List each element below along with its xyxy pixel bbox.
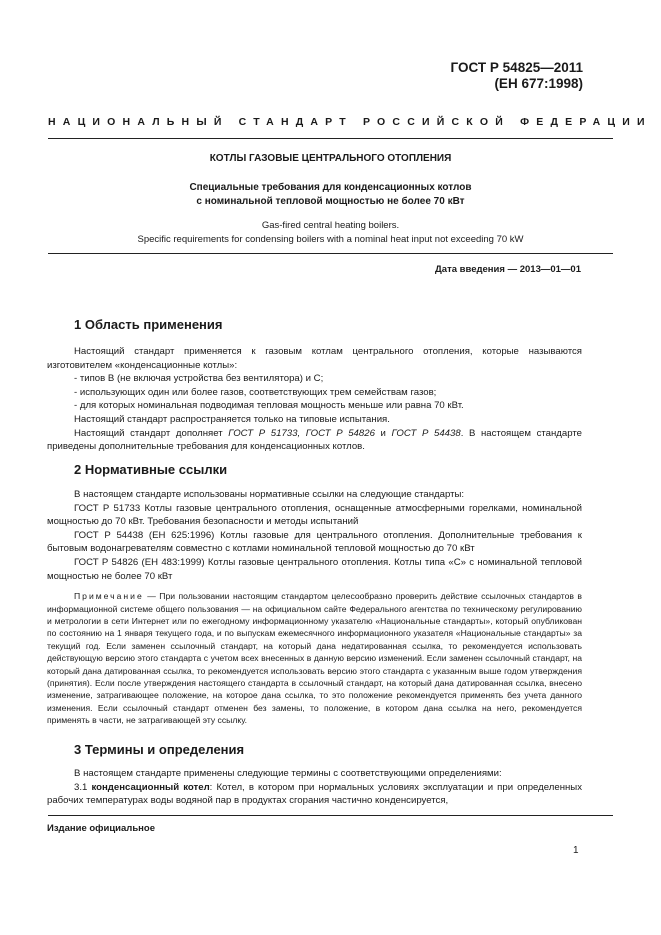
term-text: : Котел, в котором при нормальных условиях эксплуатации и при определенных рабочих температурах воды водяной пар в продуктах сгорания частично конденсируется, <box>47 781 582 807</box>
intro-date-value: 2013—01—01 <box>519 264 581 275</box>
section-normative-references <box>47 462 582 727</box>
document-subtitle <box>48 181 613 209</box>
text: . В настоящем стандарте приведены дополнительные требования для конденсационных котлов. <box>47 427 582 453</box>
section-terms-definitions <box>47 742 582 808</box>
page-number: 1 <box>573 845 579 856</box>
paragraph: Настоящий стандарт распространяется только на типовые испытания. <box>74 413 390 425</box>
list-item: - использующих один или более газов, соответствующих трем семействам газов; <box>74 386 437 398</box>
note-label: Примечание <box>74 591 144 602</box>
intro-date-label: Дата введения — <box>435 264 518 275</box>
title-divider-bottom <box>48 253 613 254</box>
subtitle-line-2: с номинальной тепловой мощностью не более 70 кВт <box>196 196 465 207</box>
term-name: конденсационный котел <box>91 781 210 793</box>
document-title: КОТЛЫ ГАЗОВЫЕ ЦЕНТРАЛЬНОГО ОТОПЛЕНИЯ <box>209 153 452 164</box>
note-text: — При пользовании настоящим стандартом целесообразно проверить действие ссылочных стандартов в информационной системе общего пользования — на официальном сайте Федерального агентства по техническому регулированию и метрологии в сети Интернет или по ежегодному информационному указателю «Национальные стандарты», который опубликован по состоянию на 1 января текущего года, и по выпускам ежемесячного информационного указателя «Национальные стандарты» за текущий год. Если заменен ссылочный стандарт, на который дана недатированная ссылка, то рекомендуется использовать действующую версию этого стандарта с учетом всех внесенных в данную версию изменений. Если заменен ссылочный стандарт, на который дана датированная ссылка, то рекомендуется использовать версию этого стандарта с указанным выше годом утверждения (принятия). Если после утверждения настоящего стандарта в ссылочный стандарт, на который дана датированная ссылка, внесено изменение, затрагивающее положение, на которое дана ссылка, то это положение рекомендуется применять без учета данного изменения. Если ссылочный стандарт отменен без замены, то положение, в котором дана ссылка на него, рекомендуется применять в части, не затрагивающей эту ссылку. <box>47 591 582 726</box>
text: Настоящий стандарт дополняет <box>74 427 229 439</box>
gost-designation <box>451 60 583 92</box>
section-heading: 2 Нормативные ссылки <box>74 462 228 477</box>
introduction-date <box>435 264 581 275</box>
header-divider-top <box>48 138 613 139</box>
gost-number: ГОСТ Р 54825—2011 <box>450 60 583 75</box>
subtitle-line-1: Специальные требования для конденсационных котлов <box>189 182 472 193</box>
note-paragraph <box>47 590 582 726</box>
official-edition-label: Издание официальное <box>47 823 155 834</box>
text: и <box>374 427 392 439</box>
english-title-line-1: Gas-fired central heating boilers. <box>261 220 400 231</box>
list-item: - типов B (не включая устройства без вентилятора) и C; <box>74 373 324 385</box>
footer-divider <box>48 815 613 816</box>
reference-entry: ГОСТ Р 54438 (ЕН 625:1996) Котлы газовые для центрального отопления. Дополнительные требования к бытовым водонагревателям совместно с котлами номинальной тепловой мощностью до 70 кВт <box>47 529 582 555</box>
national-standard-banner: НАЦИОНАЛЬНЫЙ СТАНДАРТ РОССИЙСКОЙ ФЕДЕРАЦИИ <box>48 116 652 128</box>
paragraph-references <box>47 427 582 454</box>
english-title <box>48 219 613 246</box>
section-scope <box>47 317 582 454</box>
section-heading: 3 Термины и определения <box>74 742 245 757</box>
en-number: (ЕН 677:1998) <box>494 76 583 91</box>
paragraph: Настоящий стандарт применяется к газовым котлам центрального отопления, которые называются изготовителем «конденсационные котлы»: <box>47 346 582 371</box>
standard-reference: ГОСТ Р 54438 <box>391 427 461 439</box>
term-number: 3.1 <box>74 781 92 793</box>
term-definition <box>47 781 582 808</box>
reference-entry: ГОСТ Р 51733 Котлы газовые центрального отопления, оснащенные атмосферными горелками, номинальной мощностью до 70 кВт. Требования безопасности и методы испытаний <box>47 502 582 528</box>
standard-reference: ГОСТ Р 51733, ГОСТ Р 54826 <box>228 427 375 439</box>
list-item: - для которых номинальная подводимая тепловая мощность меньше или равна 70 кВт. <box>74 400 464 412</box>
section-heading: 1 Область применения <box>74 317 223 332</box>
paragraph: В настоящем стандарте применены следующие термины с соответствующими определениями: <box>74 768 502 779</box>
paragraph: В настоящем стандарте использованы нормативные ссылки на следующие стандарты: <box>74 489 465 500</box>
reference-entry: ГОСТ Р 54826 (ЕН 483:1999) Котлы газовые центрального отопления. Котлы типа «С» с номинальной тепловой мощностью не более 70 кВт <box>47 556 582 582</box>
english-title-line-2: Specific requirements for condensing boilers with a nominal heat input not exceeding 70 kW <box>137 233 524 245</box>
